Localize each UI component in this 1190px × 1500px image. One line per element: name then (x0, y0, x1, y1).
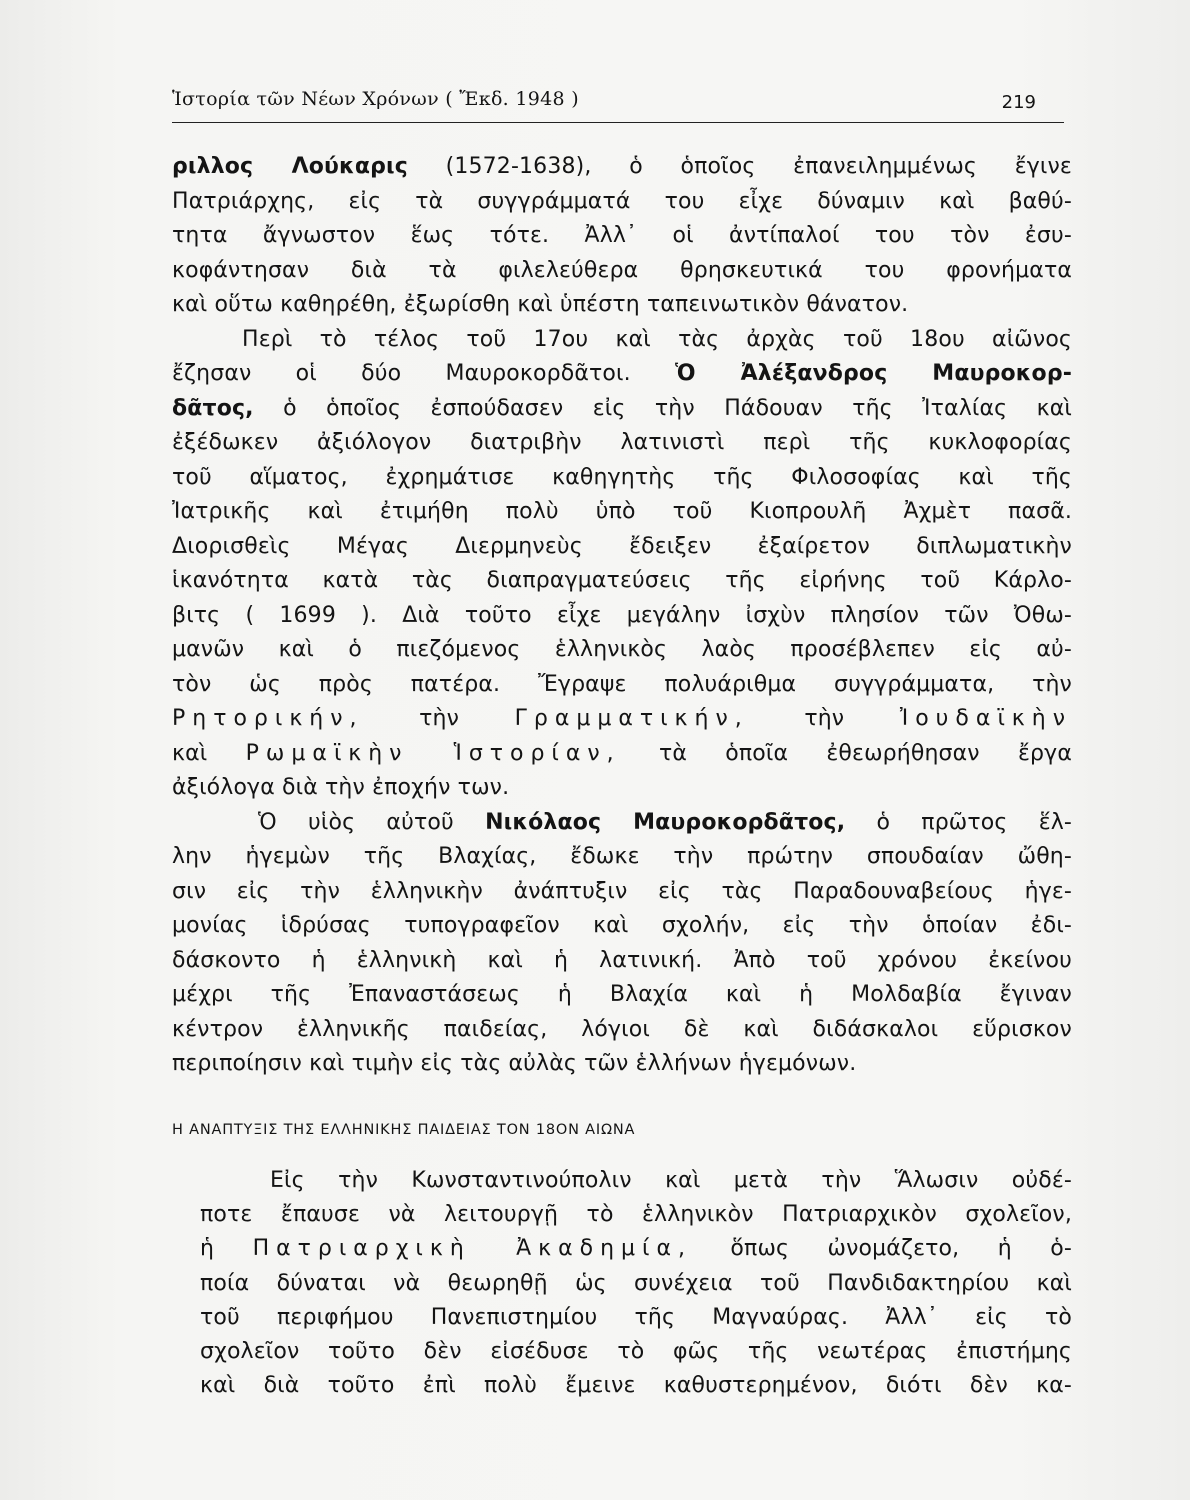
text-run: ἔζησαν οἱ δύο Μαυροκορδᾶτοι. (172, 361, 675, 386)
spaced-title: Ἰουδαϊκὴν (899, 706, 1072, 731)
text-line (172, 668, 1072, 703)
text-line (200, 1301, 1072, 1335)
text-run: Περὶ τὸ τέλος τοῦ 17ου καὶ τὰς ἀρχὰς τοῦ 18ου αἰῶνος (242, 326, 1072, 352)
spaced-title: Ρητορικήν, (172, 706, 364, 731)
text-line (172, 426, 1072, 461)
text-line (172, 357, 1072, 392)
bold-name: Ὁ Ἀλέξανδρος Μαυροκορ- (674, 361, 1072, 386)
text-run: μονίας ἱδρύσας τυπογραφεῖον καὶ σχολήν, εἰς τὴν ὁποίαν ἐδι- (172, 913, 1072, 938)
spaced-title: Ρωμαϊκὴν Ἱστορίαν, (245, 740, 621, 766)
text-run: ποτε ἔπαυσε νὰ λειτουργῇ τὸ ἑλληνικὸν Πατριαρχικὸν σχολεῖον, (200, 1202, 1072, 1228)
text-run: ἀξιόλογα διὰ τὴν ἐποχήν των. (172, 775, 510, 800)
text-line (172, 944, 1072, 979)
text-run: λην ἡγεμὼν τῆς Βλαχίας, ἔδωκε τὴν πρώτην σπουδαίαν ὤθη- (172, 844, 1072, 869)
text-run: καὶ διὰ τοῦτο ἐπὶ πολὺ ἔμεινε καθυστερημένον, διότι δὲν κα- (200, 1373, 1072, 1399)
text-run: ὅπως ὠνομάζετο, ἡ ὁ- (691, 1236, 1072, 1262)
section-heading: Η ΑΝΑΠΤΥΞΙΣ ΤΗΣ ΕΛΛΗΝΙΚΗΣ ΠΑΙΔΕΙΑΣ ΤΟΝ 18ΟΝ ΑΙΩΝΑ (172, 1122, 636, 1138)
text-line (200, 1232, 1072, 1266)
text-run: δάσκοντο ἡ ἑλληνικὴ καὶ ἡ λατινική. Ἀπὸ τοῦ χρόνου ἐκείνου (172, 947, 1072, 973)
text-line (172, 771, 1072, 806)
bold-name: δᾶτος, (172, 395, 254, 421)
text-run: τοῦ αἵματος, ἐχρημάτισε καθηγητὴς τῆς Φιλοσοφίας καὶ τῆς (172, 464, 1072, 490)
text-line (200, 1164, 1072, 1198)
spaced-title: Γραμματικήν, (514, 706, 749, 731)
text-line (172, 1013, 1072, 1048)
paragraph (172, 806, 1072, 1082)
text-run: Πατριάρχης, εἰς τὰ συγγράμματά του εἶχε δύναμιν καὶ βαθύ- (172, 188, 1072, 214)
text-line (172, 564, 1072, 599)
text-line (172, 737, 1072, 772)
text-run: μέχρι τῆς Ἐπαναστάσεως ἡ Βλαχία καὶ ἡ Μολδαβία ἔγιναν (172, 982, 1072, 1007)
text-run: Ὁ υἱὸς αὐτοῦ (258, 809, 486, 835)
text-run: τὴν (748, 706, 900, 731)
page-header (172, 84, 1064, 123)
text-run: τὰ ὁποῖα ἐθεωρήθησαν ἔργα (620, 740, 1072, 766)
text-run: Διορισθεὶς Μέγας Διερμηνεὺς ἔδειξεν ἐξαίρετον διπλωματικὴν (172, 533, 1072, 559)
section-text (200, 1164, 1072, 1403)
text-run: ποία δύναται νὰ θεωρηθῇ ὡς συνέχεια τοῦ Πανδιδακτηρίου καὶ (200, 1270, 1072, 1296)
text-line (172, 461, 1072, 496)
text-line (200, 1369, 1072, 1403)
text-line (172, 185, 1072, 220)
text-run: τὴν (363, 706, 515, 731)
main-text (172, 150, 1072, 1082)
text-run: ὁ πρῶτος ἕλ- (845, 809, 1072, 835)
text-line (172, 978, 1072, 1013)
text-run: Ἰατρικῆς καὶ ἐτιμήθη πολὺ ὑπὸ τοῦ Κιοπρουλῆ Ἀχμὲτ πασᾶ. (172, 499, 1072, 524)
text-run: βιτς ( 1699 ). Διὰ τοῦτο εἶχε μεγάλην ἰσχὺν πλησίον τῶν Ὀθω- (172, 602, 1072, 628)
text-run: ἱκανότητα κατὰ τὰς διαπραγματεύσεις τῆς εἰρήνης τοῦ Κάρλο- (172, 568, 1072, 593)
text-line (200, 1198, 1072, 1232)
text-line (172, 392, 1072, 427)
text-run: κέντρον ἑλληνικῆς παιδείας, λόγιοι δὲ καὶ διδάσκαλοι εὕρισκον (172, 1016, 1072, 1042)
page-number: 219 (1001, 92, 1036, 113)
text-line (172, 702, 1072, 737)
paragraph (172, 150, 1072, 323)
text-run: ὁ ὁποῖος ἐσπούδασεν εἰς τὴν Πάδουαν τῆς Ἰταλίας καὶ (253, 395, 1072, 421)
text-run: μανῶν καὶ ὁ πιεζόμενος ἑλληνικὸς λαὸς προσέβλεπεν εἰς αὐ- (172, 637, 1072, 662)
text-run: (1572-1638), ὁ ὁποῖος ἐπανειλημμένως ἔγινε (407, 154, 1072, 179)
text-run: τὸν ὡς πρὸς πατέρα. Ἔγραψε πολυάριθμα συγγράμματα, τὴν (172, 671, 1072, 697)
text-line (172, 599, 1072, 634)
text-run: περιποίησιν καὶ τιμὴν εἰς τὰς αὐλὰς τῶν ἑλλήνων ἡγεμόνων. (172, 1051, 857, 1076)
paragraph (200, 1164, 1072, 1403)
text-line (172, 219, 1072, 254)
text-run: ἐξέδωκεν ἀξιόλογον διατριβὴν λατινιστὶ περὶ τῆς κυκλοφορίας (172, 430, 1072, 455)
text-line (172, 530, 1072, 565)
text-run: κοφάντησαν διὰ τὰ φιλελεύθερα θρησκευτικά του φρονήματα (172, 257, 1072, 283)
text-line (172, 806, 1072, 841)
text-line (200, 1267, 1072, 1301)
text-run: σχολεῖον τοῦτο δὲν εἰσέδυσε τὸ φῶς τῆς νεωτέρας ἐπιστήμης (200, 1338, 1072, 1364)
text-run: καὶ (172, 740, 246, 766)
bold-name: ριλλος Λούκαρις (172, 154, 408, 179)
text-run: τοῦ περιφήμου Πανεπιστημίου τῆς Μαγναύρας. Ἀλλ᾿ εἰς τὸ (200, 1304, 1072, 1330)
text-line (172, 254, 1072, 289)
text-run: Εἰς τὴν Κωνσταντινούπολιν καὶ μετὰ τὴν Ἅλωσιν οὐδέ- (270, 1168, 1072, 1193)
text-line (172, 875, 1072, 910)
text-line (172, 840, 1072, 875)
text-line (200, 1335, 1072, 1369)
text-run: καὶ οὕτω καθηρέθη, ἐξωρίσθη καὶ ὑπέστη ταπεινωτικὸν θάνατον. (172, 292, 909, 317)
text-line (172, 288, 1072, 323)
spaced-title: Πατριαρχικὴ Ἀκαδημία, (252, 1236, 692, 1262)
running-title: Ἱστορία τῶν Νέων Χρόνων ( Ἔκδ. 1948 ) (172, 88, 579, 110)
paragraph (172, 323, 1072, 806)
text-line (172, 909, 1072, 944)
bold-name: Νικόλαος Μαυροκορδᾶτος, (485, 809, 846, 835)
text-line (172, 150, 1072, 185)
text-line (172, 323, 1072, 358)
text-line (172, 633, 1072, 668)
text-run: τητα ἄγνωστον ἕως τότε. Ἀλλ᾿ οἱ ἀντίπαλοί του τὸν ἐσυ- (172, 223, 1072, 248)
text-run: σιν εἰς τὴν ἑλληνικὴν ἀνάπτυξιν εἰς τὰς Παραδουναβείους ἡγε- (172, 878, 1072, 904)
text-line (172, 1047, 1072, 1082)
text-run: ἡ (200, 1236, 253, 1262)
text-line (172, 495, 1072, 530)
